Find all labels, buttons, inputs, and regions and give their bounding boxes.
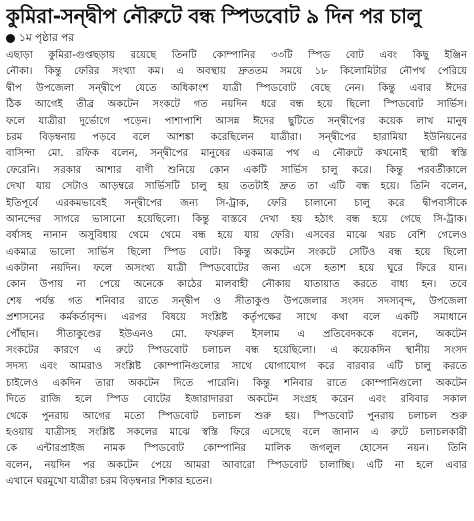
body-line: একটানা নয়দিন। ফলে অসংখ্য যাত্রী স্পিডবোটের জন্য এসে হতাশ হয়ে ঘুরে ফিরে যান। xyxy=(6,263,467,275)
continuation-text: ১ম পৃষ্ঠার পর xyxy=(19,32,75,44)
article-body xyxy=(6,48,467,491)
bullet-dot-icon xyxy=(6,34,15,43)
body-line: বলেন, নয়দিন পর অকটেন পেয়ে আমরা আবারো স্পিডবোট চালাচ্ছি। এটি না হলে এবার xyxy=(6,459,467,471)
body-line: হওয়ায় যাত্রীসহ সংশ্লিষ্ট সকলের মাঝে স্বস্তি ফিরে এসেছে বলে জানান এ রুটে চলাচলকারী xyxy=(6,426,467,438)
body-line: ঠিক আগেই তীব্র অকটেন সংকটে গত নয়দিন ধরে বন্ধ হয়ে ছিলো স্পিডবোট সার্ভিস। xyxy=(6,99,467,111)
body-line: ফলে যাত্রীরা দুর্ভোগে পড়েন। পাশাপাশি আসন্ন ঈদের ছুটিতে সন্দ্বীপের কয়েক লাখ মানুষ xyxy=(6,115,467,127)
headline: কুমিরা-সন্দ্বীপ নৌরুটে বন্ধ স্পিডবোট ৯ দিন পর চালু xyxy=(6,4,422,28)
body-line: এখানে ঘরমুখো যাত্রীরা চরম বিড়ম্বনার শিকার হতেন। xyxy=(6,476,213,488)
body-line: কোন উপায় না পেয়ে অনেকে কাঠের মালবাহী নৌকায় যাতায়াত করতে বাধ্য হন। তবে xyxy=(6,279,467,291)
body-line: পৌঁছান। সীতাকুণ্ডের ইউএনও মো. ফখরুল ইসলাম এ প্রতিবেদককে বলেন, অকটেন xyxy=(6,328,467,340)
body-line: ইতিপূর্বে এরকমভাবেই সন্দ্বীপের জন্য সি-ট্রাক, ফেরি চালানো চালু করে দ্বীপবাসীকে xyxy=(6,197,467,209)
body-line: দিতে রাজি হলে স্পিড বোটের ইজারাদাররা অকটেন সংগ্রহ করেন এবং রবিবার সকাল xyxy=(6,394,467,406)
body-line: দেখা যায় সেটাও আড়ম্বরে সার্ভিসটি চালু হয় ততটাই দ্রুত তা এটি বন্ধ হয়ে। তিনি বলেন, xyxy=(6,181,467,193)
body-line: থেকে পুনরায় আগের মতো স্পিডবোট চলাচল শুরু হয়। স্পিডবোট পুনরায় চলাচল শুরু xyxy=(6,410,467,422)
body-line: আনন্দের সাগরে ভাসানো হয়েছিলো। কিন্তু বাস্তবে দেখা হয় হঠাৎ বন্ধ হয়ে গেছে সি-ট্রাক। xyxy=(6,213,467,225)
body-line: শেষ পর্যন্ত গত শনিবার রাতে সন্দ্বীপ ও সীতাকুণ্ড উপজেলার সংসদ সদস্যবৃন্দ, উপজেলা xyxy=(6,295,467,307)
body-line: বর্ষাসহ নানান অসুবিধায় থেমে থেমে বন্ধ হয়ে যায় ফেরি। এসবের মাঝে খরচ বেশি গেলেও xyxy=(6,230,467,242)
body-line: সংকটের কারণে এ রুটে স্পিডবোট চলাচল বন্ধ হয়েছিলো। এ কয়েকদিন স্থানীয় সংসদ xyxy=(6,345,467,357)
body-line: দ্বীপ উপজেলা সন্দ্বীপে যেতে অধিকাংশ যাত্রী স্পিডবোট বেছে নেন। কিন্তু এবার ঈদের xyxy=(6,82,467,94)
continuation-marker xyxy=(6,30,467,46)
body-line: ফেরেনি। সরকার আশার বাণী শুনিয়ে কোন একটি সার্ভিস চালু করে। কিন্তু পরবর্তীকালে xyxy=(6,164,467,176)
body-line: নৌকা। কিন্তু ফেরির সংখ্যা কম। এ অবস্থায় দ্রুততম সময়ে ১৮ কিলোমিটার নৌপথ পেরিয়ে xyxy=(6,66,467,78)
body-line: কে এন্টারপ্রাইজ নামক স্পিডবোট কোম্পানির মালিক জগলুল হোসেন নয়ন। তিনি xyxy=(6,443,467,455)
body-line: চরম বিড়ম্বনায় পড়বে বলে আশঙ্কা করেছিলেন যাত্রীরা। সন্দ্বীপের হারামিয়া ইউনিয়নের xyxy=(6,131,467,143)
body-line: চাইলেও একদিন তারা অকটেন দিতে পারেনি। কিন্তু শনিবার রাতে কোম্পানিগুলো অকটেন xyxy=(6,377,467,389)
body-line: একমাত্র ভালো সার্ভিস ছিলো স্পিড বোট। কিন্তু অকটেন সংকটে সেটিও বন্ধ হয়ে ছিলো xyxy=(6,246,467,258)
body-line: সদস্য এবং আমরাও সংশ্লিষ্ট কোম্পানিগুলোর সাথে যোগাযোগ করে বারবার এটি চালু করতে xyxy=(6,361,467,373)
body-line: বাসিন্দা মো. রফিক বলেন, সন্দ্বীপের মানুষের একমাত্র পথ এ নৌরুটে কখনোই স্থায়ী স্বস্তি xyxy=(6,148,467,160)
body-line: এছাড়া কুমিরা-গুপ্তছড়ায় রয়েছে তিনটি কোম্পানির ৩৩টি স্পিড বোট এবং কিছু ইঞ্জিন xyxy=(6,50,467,61)
body-line: প্রশাসনের কর্মকর্তাবৃন্দ। এরপর বিষয়ে সংশ্লিষ্ট কর্তৃপক্ষের সাথে কথা বলে একটি সমাধানে xyxy=(6,312,467,324)
